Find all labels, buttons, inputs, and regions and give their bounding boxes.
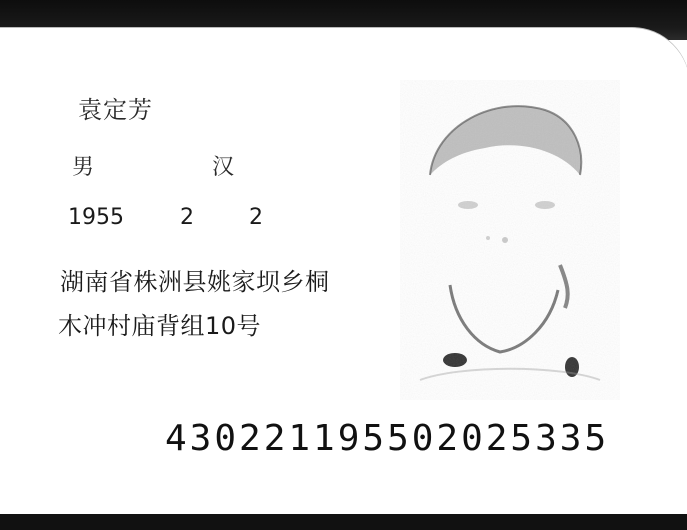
portrait-photo xyxy=(400,80,620,400)
birth-year-value: 1955 xyxy=(68,205,124,230)
sex-value: 男 xyxy=(72,155,95,180)
address-line-1: 湖南省株洲县姚家坝乡桐 xyxy=(60,268,330,296)
address-line-2: 木冲村庙背组10号 xyxy=(58,312,262,340)
name-value: 袁定芳 xyxy=(78,96,153,124)
birth-month-value: 2 xyxy=(180,205,194,230)
id-number-value: 430221195502025335 xyxy=(165,418,610,459)
birth-day-value: 2 xyxy=(249,205,263,230)
dark-background-bottom xyxy=(0,514,687,530)
nation-value: 汉 xyxy=(212,155,235,180)
